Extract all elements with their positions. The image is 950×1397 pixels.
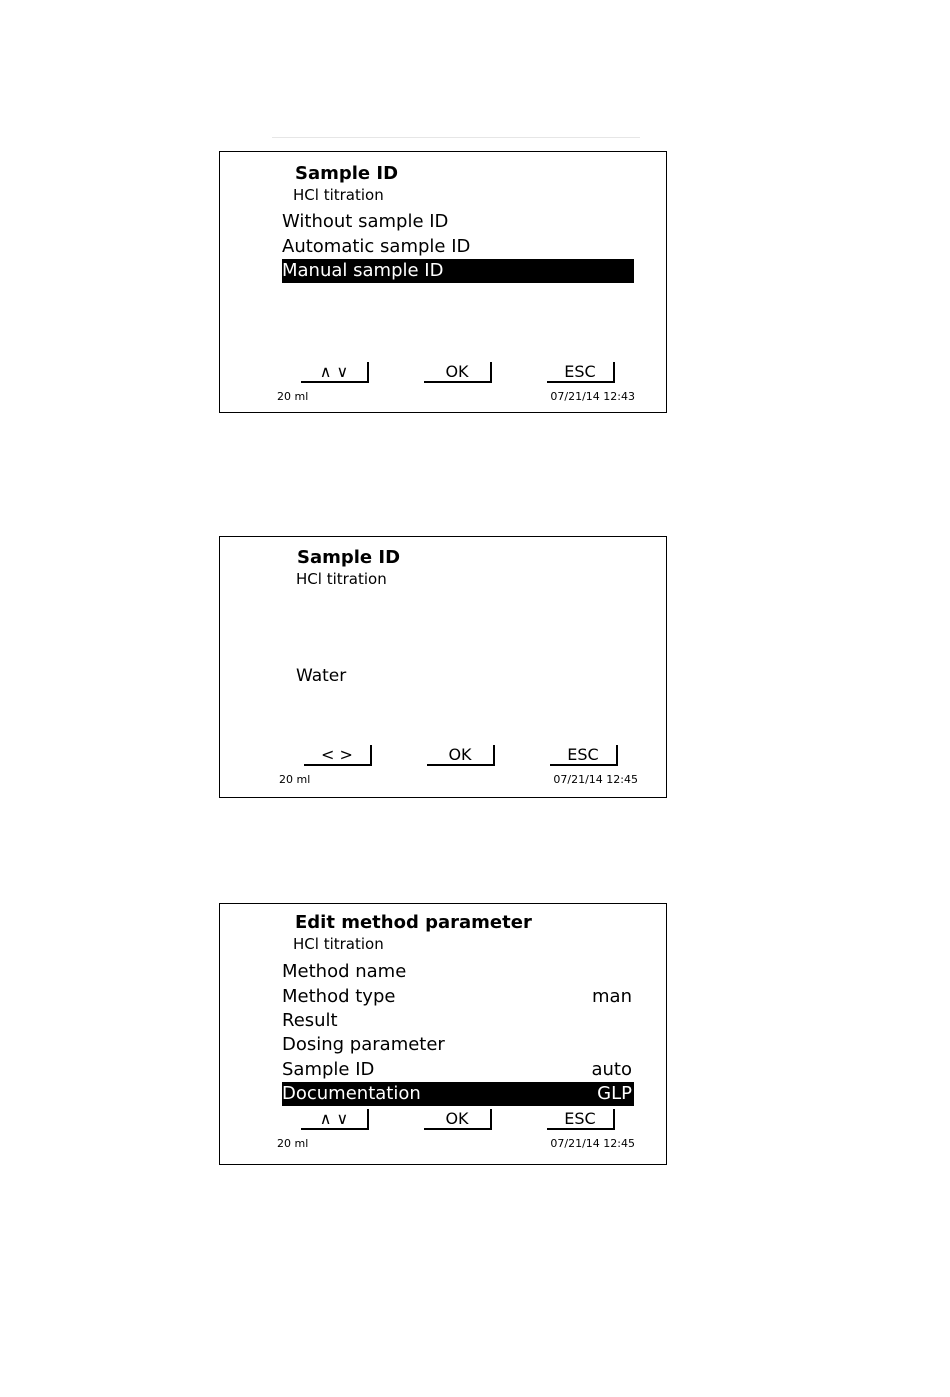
page-divider xyxy=(272,137,640,138)
menu-item-method-type[interactable] xyxy=(282,985,634,1009)
menu-item-without-sample-id[interactable] xyxy=(282,210,634,234)
menu-item-label: Method type xyxy=(282,986,396,1007)
menu-item-label: Sample ID xyxy=(282,1059,375,1080)
screen-subtitle: HCl titration xyxy=(293,935,384,953)
sample-id-menu-screen xyxy=(219,151,667,413)
menu-item-result[interactable] xyxy=(282,1009,634,1033)
datetime-indicator: 07/21/14 12:45 xyxy=(550,1137,635,1150)
manual-sample-id-screen xyxy=(219,536,667,798)
up-down-button[interactable]: ∧ ∨ xyxy=(301,362,369,383)
screen-title: Sample ID xyxy=(295,163,399,184)
screen-subtitle: HCl titration xyxy=(293,186,384,204)
menu-item-value: man xyxy=(592,986,632,1007)
menu-item-value: auto xyxy=(591,1059,632,1080)
datetime-indicator: 07/21/14 12:45 xyxy=(553,773,638,786)
menu-item-label: Documentation xyxy=(282,1083,421,1104)
menu-item-label: Manual sample ID xyxy=(282,260,444,281)
menu-item-label: Result xyxy=(282,1010,338,1031)
menu-item-dosing-parameter[interactable] xyxy=(282,1033,634,1057)
menu-item-automatic-sample-id[interactable] xyxy=(282,235,634,259)
menu-item-value: GLP xyxy=(597,1083,632,1104)
ok-button[interactable]: OK xyxy=(427,745,495,766)
menu-item-method-name[interactable] xyxy=(282,960,634,984)
esc-button[interactable]: ESC xyxy=(547,1109,615,1130)
screen-title: Sample ID xyxy=(297,547,401,568)
edit-method-parameter-screen xyxy=(219,903,667,1165)
screen-subtitle: HCl titration xyxy=(296,570,387,588)
ok-button[interactable]: OK xyxy=(424,1109,492,1130)
screen-title: Edit method parameter xyxy=(295,912,532,933)
datetime-indicator: 07/21/14 12:43 xyxy=(550,390,635,403)
ok-button[interactable]: OK xyxy=(424,362,492,383)
up-down-button[interactable]: ∧ ∨ xyxy=(301,1109,369,1130)
sample-id-entry-text[interactable]: Water xyxy=(296,666,347,686)
left-right-button[interactable]: < > xyxy=(304,745,372,766)
esc-button[interactable]: ESC xyxy=(550,745,618,766)
menu-item-label: Automatic sample ID xyxy=(282,236,471,257)
menu-item-documentation[interactable] xyxy=(282,1082,634,1106)
esc-button[interactable]: ESC xyxy=(547,362,615,383)
menu-item-sample-id[interactable] xyxy=(282,1058,634,1082)
menu-item-label: Without sample ID xyxy=(282,211,449,232)
volume-indicator: 20 ml xyxy=(277,1137,309,1150)
menu-item-label: Method name xyxy=(282,961,407,982)
menu-item-manual-sample-id[interactable] xyxy=(282,259,634,283)
menu-item-label: Dosing parameter xyxy=(282,1034,445,1055)
volume-indicator: 20 ml xyxy=(277,390,309,403)
volume-indicator: 20 ml xyxy=(279,773,311,786)
